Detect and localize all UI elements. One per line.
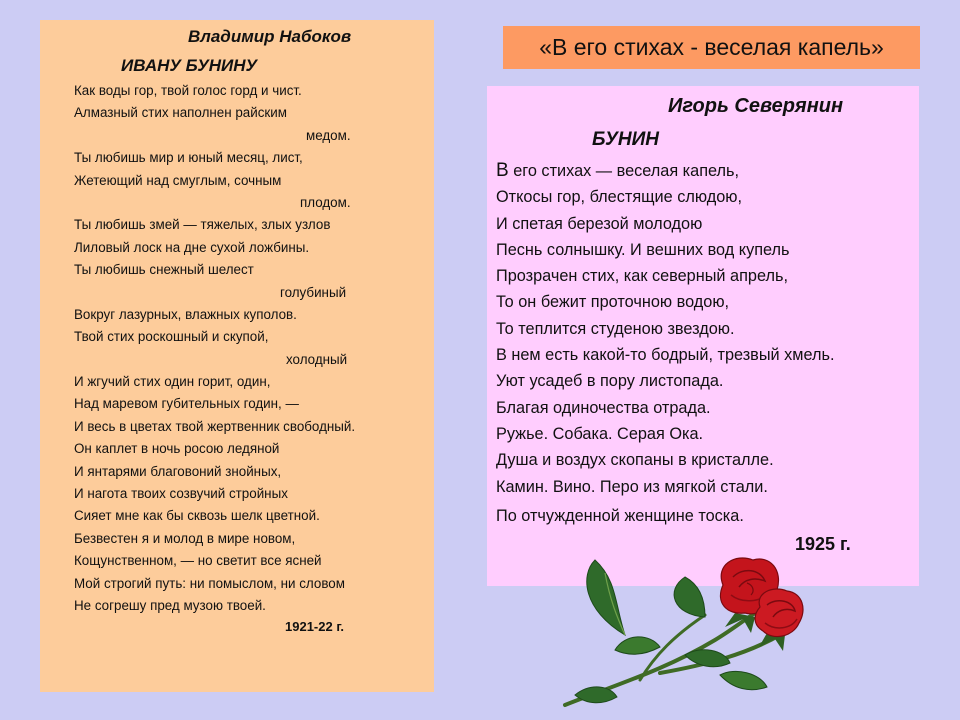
poem-line: И нагота твоих созвучий стройных <box>74 486 288 502</box>
poem-line: медом. <box>306 127 351 143</box>
poem-line: Душа и воздух скопаны в кристалле. <box>496 451 774 470</box>
poem-line: Откосы гор, блестящие слюдою, <box>496 188 742 207</box>
poem-line: Вокруг лазурных, влажных куполов. <box>74 306 297 322</box>
right-poem-lines <box>496 158 835 529</box>
poem-line: То он бежит проточною водою, <box>496 293 730 312</box>
red-roses-icon <box>555 555 810 720</box>
poem-line-text: его стихах — веселая капель, <box>508 162 740 180</box>
poem-line <box>496 158 835 184</box>
poem-line: Кощунственном, — но светит все ясней <box>74 553 322 569</box>
poem-line: плодом. <box>300 194 351 210</box>
poem-line: Как воды гор, твой голос горд и чист. <box>74 83 302 98</box>
left-date: 1921-22 г. <box>285 619 345 634</box>
poem-line: Лиловый лоск на дне сухой ложбины. <box>74 239 310 255</box>
poem-line: холодный <box>286 351 348 367</box>
poem-line: И янтарями благовоний знойных, <box>74 463 282 479</box>
poem-line: И спетая березой молодою <box>496 214 703 233</box>
poem-line: Мой строгий путь: ни помыслом, ни словом <box>74 575 345 591</box>
right-author: Игорь Северянин <box>668 95 844 117</box>
poem-line: голубиный <box>280 284 347 300</box>
right-date: 1925 г. <box>795 534 851 554</box>
poem-line: Он каплет в ночь росою ледяной <box>74 441 280 457</box>
slide-title-banner: «В его стихах - веселая капель» <box>503 26 920 69</box>
poem-line: Не согрешу пред музою твоей. <box>74 597 266 613</box>
poem-line: Алмазный стих наполнен райским <box>74 105 287 121</box>
left-author: Владимир Набоков <box>188 27 352 46</box>
poem-line: Ты любишь снежный шелест <box>74 262 254 278</box>
poem-line: Безвестен я и молод в мире новом, <box>74 530 296 546</box>
poem-line: То теплится студеною звездою. <box>496 319 735 338</box>
poem-line: Прозрачен стих, как северный апрель, <box>496 267 788 286</box>
poem-line: Ты любишь змей — тяжелых, злых узлов <box>74 217 331 233</box>
poem-line: И жгучий стих один горит, один, <box>74 374 271 390</box>
drop-initial: В <box>496 160 509 181</box>
poem-line: Сияет мне как бы сквозь шелк цветной. <box>74 508 320 524</box>
poem-line: Над маревом губительных годин, — <box>74 396 299 412</box>
left-poem-lines <box>74 80 355 617</box>
poem-line: По отчужденной женщине тоска. <box>496 506 744 525</box>
poem-line: Благая одиночества отрада. <box>496 398 711 417</box>
poem-line: И весь в цветах твой жертвенник свободный. <box>74 418 356 434</box>
poem-line: Жетеющий над смуглым, сочным <box>74 172 282 188</box>
poem-line: Камин. Вино. Перо из мягкой стали. <box>496 477 768 496</box>
left-dedication: ИВАНУ БУНИНУ <box>121 56 258 75</box>
poem-line: Твой стих роскошный и скупой, <box>74 329 269 345</box>
poem-line: Ты любишь мир и юный месяц, лист, <box>74 150 303 166</box>
poem-line: Ружье. Собака. Серая Ока. <box>496 424 704 443</box>
poem-line: Уют усадеб в пору листопада. <box>496 372 724 391</box>
poem-line: В нем есть какой-то бодрый, трезвый хмель. <box>496 346 835 365</box>
right-dedication: БУНИН <box>592 129 659 150</box>
poem-line: Песнь солнышку. И вешних вод купель <box>496 240 790 259</box>
